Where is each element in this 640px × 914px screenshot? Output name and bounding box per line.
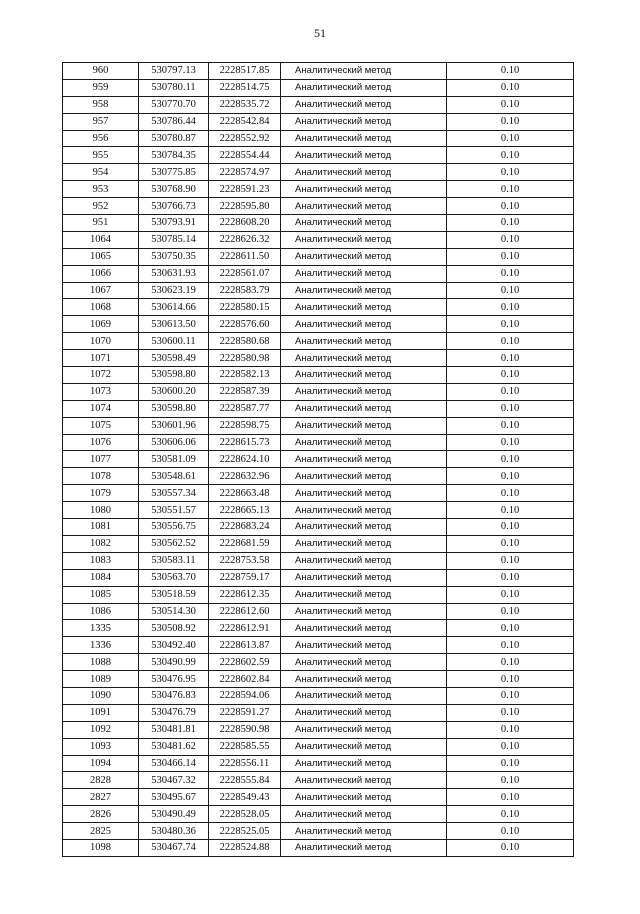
- point-number-cell: 1093: [63, 738, 139, 755]
- accuracy-cell: 0.10: [447, 181, 574, 198]
- accuracy-cell: 0.10: [447, 215, 574, 232]
- accuracy-cell: 0.10: [447, 147, 574, 164]
- method-cell: Аналитический метод: [281, 535, 447, 552]
- x-coordinate-cell: 530601.96: [139, 417, 209, 434]
- accuracy-cell: 0.10: [447, 603, 574, 620]
- y-coordinate-cell: 2228576.60: [209, 316, 281, 333]
- y-coordinate-cell: 2228595.80: [209, 198, 281, 215]
- y-coordinate-cell: 2228583.79: [209, 282, 281, 299]
- x-coordinate-cell: 530551.57: [139, 502, 209, 519]
- method-cell: Аналитический метод: [281, 620, 447, 637]
- accuracy-cell: 0.10: [447, 823, 574, 840]
- x-coordinate-cell: 530775.85: [139, 164, 209, 181]
- point-number-cell: 1072: [63, 367, 139, 384]
- accuracy-cell: 0.10: [447, 569, 574, 586]
- x-coordinate-cell: 530518.59: [139, 586, 209, 603]
- point-number-cell: 1071: [63, 350, 139, 367]
- accuracy-cell: 0.10: [447, 96, 574, 113]
- method-cell: Аналитический метод: [281, 772, 447, 789]
- method-cell: Аналитический метод: [281, 198, 447, 215]
- table-row: [63, 502, 574, 519]
- table-row: [63, 687, 574, 704]
- method-cell: Аналитический метод: [281, 350, 447, 367]
- method-cell: Аналитический метод: [281, 215, 447, 232]
- method-cell: Аналитический метод: [281, 687, 447, 704]
- y-coordinate-cell: 2228591.23: [209, 181, 281, 198]
- method-cell: Аналитический метод: [281, 789, 447, 806]
- x-coordinate-cell: 530786.44: [139, 113, 209, 130]
- y-coordinate-cell: 2228587.39: [209, 383, 281, 400]
- y-coordinate-cell: 2228681.59: [209, 535, 281, 552]
- y-coordinate-cell: 2228626.32: [209, 231, 281, 248]
- table-row: [63, 299, 574, 316]
- x-coordinate-cell: 530481.62: [139, 738, 209, 755]
- table-row: [63, 96, 574, 113]
- table-row: [63, 333, 574, 350]
- table-row: [63, 839, 574, 856]
- y-coordinate-cell: 2228759.17: [209, 569, 281, 586]
- method-cell: Аналитический метод: [281, 400, 447, 417]
- coordinates-table-body: [63, 63, 574, 857]
- method-cell: Аналитический метод: [281, 299, 447, 316]
- x-coordinate-cell: 530600.20: [139, 383, 209, 400]
- y-coordinate-cell: 2228683.24: [209, 519, 281, 536]
- point-number-cell: 1081: [63, 519, 139, 536]
- x-coordinate-cell: 530490.49: [139, 806, 209, 823]
- y-coordinate-cell: 2228580.98: [209, 350, 281, 367]
- y-coordinate-cell: 2228624.10: [209, 451, 281, 468]
- point-number-cell: 2827: [63, 789, 139, 806]
- point-number-cell: 2825: [63, 823, 139, 840]
- table-row: [63, 113, 574, 130]
- y-coordinate-cell: 2228524.88: [209, 839, 281, 856]
- y-coordinate-cell: 2228525.05: [209, 823, 281, 840]
- accuracy-cell: 0.10: [447, 79, 574, 96]
- method-cell: Аналитический метод: [281, 671, 447, 688]
- y-coordinate-cell: 2228590.98: [209, 721, 281, 738]
- method-cell: Аналитический метод: [281, 265, 447, 282]
- table-row: [63, 282, 574, 299]
- table-row: [63, 637, 574, 654]
- point-number-cell: 1066: [63, 265, 139, 282]
- point-number-cell: 1090: [63, 687, 139, 704]
- table-row: [63, 586, 574, 603]
- y-coordinate-cell: 2228552.92: [209, 130, 281, 147]
- point-number-cell: 1080: [63, 502, 139, 519]
- accuracy-cell: 0.10: [447, 806, 574, 823]
- x-coordinate-cell: 530492.40: [139, 637, 209, 654]
- x-coordinate-cell: 530768.90: [139, 181, 209, 198]
- accuracy-cell: 0.10: [447, 485, 574, 502]
- method-cell: Аналитический метод: [281, 164, 447, 181]
- table-row: [63, 704, 574, 721]
- x-coordinate-cell: 530784.35: [139, 147, 209, 164]
- table-row: [63, 63, 574, 80]
- table-row: [63, 198, 574, 215]
- x-coordinate-cell: 530581.09: [139, 451, 209, 468]
- accuracy-cell: 0.10: [447, 265, 574, 282]
- y-coordinate-cell: 2228561.07: [209, 265, 281, 282]
- accuracy-cell: 0.10: [447, 637, 574, 654]
- table-row: [63, 147, 574, 164]
- accuracy-cell: 0.10: [447, 299, 574, 316]
- table-row: [63, 620, 574, 637]
- table-row: [63, 451, 574, 468]
- accuracy-cell: 0.10: [447, 772, 574, 789]
- point-number-cell: 1075: [63, 417, 139, 434]
- point-number-cell: 1089: [63, 671, 139, 688]
- y-coordinate-cell: 2228602.84: [209, 671, 281, 688]
- table-row: [63, 400, 574, 417]
- x-coordinate-cell: 530467.32: [139, 772, 209, 789]
- method-cell: Аналитический метод: [281, 603, 447, 620]
- table-row: [63, 265, 574, 282]
- table-row: [63, 231, 574, 248]
- point-number-cell: 1098: [63, 839, 139, 856]
- y-coordinate-cell: 2228556.11: [209, 755, 281, 772]
- y-coordinate-cell: 2228613.87: [209, 637, 281, 654]
- method-cell: Аналитический метод: [281, 316, 447, 333]
- method-cell: Аналитический метод: [281, 738, 447, 755]
- point-number-cell: 1070: [63, 333, 139, 350]
- y-coordinate-cell: 2228574.97: [209, 164, 281, 181]
- accuracy-cell: 0.10: [447, 468, 574, 485]
- point-number-cell: 1336: [63, 637, 139, 654]
- y-coordinate-cell: 2228554.44: [209, 147, 281, 164]
- point-number-cell: 959: [63, 79, 139, 96]
- x-coordinate-cell: 530583.11: [139, 552, 209, 569]
- coordinates-table-container: [62, 62, 574, 857]
- method-cell: Аналитический метод: [281, 806, 447, 823]
- x-coordinate-cell: 530598.80: [139, 367, 209, 384]
- method-cell: Аналитический метод: [281, 637, 447, 654]
- method-cell: Аналитический метод: [281, 586, 447, 603]
- method-cell: Аналитический метод: [281, 654, 447, 671]
- y-coordinate-cell: 2228594.06: [209, 687, 281, 704]
- table-row: [63, 164, 574, 181]
- y-coordinate-cell: 2228598.75: [209, 417, 281, 434]
- x-coordinate-cell: 530780.87: [139, 130, 209, 147]
- method-cell: Аналитический метод: [281, 468, 447, 485]
- x-coordinate-cell: 530508.92: [139, 620, 209, 637]
- point-number-cell: 2826: [63, 806, 139, 823]
- x-coordinate-cell: 530770.70: [139, 96, 209, 113]
- point-number-cell: 957: [63, 113, 139, 130]
- accuracy-cell: 0.10: [447, 164, 574, 181]
- y-coordinate-cell: 2228535.72: [209, 96, 281, 113]
- method-cell: Аналитический метод: [281, 113, 447, 130]
- method-cell: Аналитический метод: [281, 755, 447, 772]
- table-row: [63, 603, 574, 620]
- table-row: [63, 671, 574, 688]
- table-row: [63, 468, 574, 485]
- accuracy-cell: 0.10: [447, 839, 574, 856]
- y-coordinate-cell: 2228608.20: [209, 215, 281, 232]
- table-row: [63, 552, 574, 569]
- point-number-cell: 953: [63, 181, 139, 198]
- table-row: [63, 721, 574, 738]
- accuracy-cell: 0.10: [447, 535, 574, 552]
- x-coordinate-cell: 530476.95: [139, 671, 209, 688]
- y-coordinate-cell: 2228549.43: [209, 789, 281, 806]
- point-number-cell: 1068: [63, 299, 139, 316]
- y-coordinate-cell: 2228585.55: [209, 738, 281, 755]
- accuracy-cell: 0.10: [447, 620, 574, 637]
- y-coordinate-cell: 2228528.05: [209, 806, 281, 823]
- y-coordinate-cell: 2228612.60: [209, 603, 281, 620]
- accuracy-cell: 0.10: [447, 755, 574, 772]
- method-cell: Аналитический метод: [281, 383, 447, 400]
- method-cell: Аналитический метод: [281, 248, 447, 265]
- point-number-cell: 1083: [63, 552, 139, 569]
- y-coordinate-cell: 2228580.68: [209, 333, 281, 350]
- method-cell: Аналитический метод: [281, 519, 447, 536]
- point-number-cell: 1077: [63, 451, 139, 468]
- x-coordinate-cell: 530793.91: [139, 215, 209, 232]
- point-number-cell: 958: [63, 96, 139, 113]
- accuracy-cell: 0.10: [447, 400, 574, 417]
- accuracy-cell: 0.10: [447, 113, 574, 130]
- accuracy-cell: 0.10: [447, 502, 574, 519]
- point-number-cell: 1335: [63, 620, 139, 637]
- point-number-cell: 1082: [63, 535, 139, 552]
- point-number-cell: 1078: [63, 468, 139, 485]
- point-number-cell: 1079: [63, 485, 139, 502]
- table-row: [63, 789, 574, 806]
- y-coordinate-cell: 2228632.96: [209, 468, 281, 485]
- method-cell: Аналитический метод: [281, 839, 447, 856]
- x-coordinate-cell: 530548.61: [139, 468, 209, 485]
- coordinates-table: [62, 62, 574, 857]
- table-row: [63, 79, 574, 96]
- x-coordinate-cell: 530556.75: [139, 519, 209, 536]
- table-row: [63, 367, 574, 384]
- y-coordinate-cell: 2228615.73: [209, 434, 281, 451]
- point-number-cell: 1088: [63, 654, 139, 671]
- accuracy-cell: 0.10: [447, 282, 574, 299]
- y-coordinate-cell: 2228663.48: [209, 485, 281, 502]
- point-number-cell: 1085: [63, 586, 139, 603]
- x-coordinate-cell: 530562.52: [139, 535, 209, 552]
- point-number-cell: 1065: [63, 248, 139, 265]
- x-coordinate-cell: 530785.14: [139, 231, 209, 248]
- point-number-cell: 1067: [63, 282, 139, 299]
- accuracy-cell: 0.10: [447, 586, 574, 603]
- y-coordinate-cell: 2228582.13: [209, 367, 281, 384]
- method-cell: Аналитический метод: [281, 63, 447, 80]
- method-cell: Аналитический метод: [281, 552, 447, 569]
- accuracy-cell: 0.10: [447, 383, 574, 400]
- table-row: [63, 248, 574, 265]
- table-row: [63, 569, 574, 586]
- x-coordinate-cell: 530557.34: [139, 485, 209, 502]
- x-coordinate-cell: 530598.49: [139, 350, 209, 367]
- point-number-cell: 1084: [63, 569, 139, 586]
- method-cell: Аналитический метод: [281, 569, 447, 586]
- x-coordinate-cell: 530476.83: [139, 687, 209, 704]
- x-coordinate-cell: 530600.11: [139, 333, 209, 350]
- x-coordinate-cell: 530481.81: [139, 721, 209, 738]
- table-row: [63, 755, 574, 772]
- accuracy-cell: 0.10: [447, 130, 574, 147]
- table-row: [63, 434, 574, 451]
- accuracy-cell: 0.10: [447, 231, 574, 248]
- accuracy-cell: 0.10: [447, 519, 574, 536]
- point-number-cell: 956: [63, 130, 139, 147]
- accuracy-cell: 0.10: [447, 789, 574, 806]
- method-cell: Аналитический метод: [281, 367, 447, 384]
- x-coordinate-cell: 530797.13: [139, 63, 209, 80]
- x-coordinate-cell: 530563.70: [139, 569, 209, 586]
- method-cell: Аналитический метод: [281, 130, 447, 147]
- point-number-cell: 954: [63, 164, 139, 181]
- table-row: [63, 806, 574, 823]
- x-coordinate-cell: 530614.66: [139, 299, 209, 316]
- point-number-cell: 1086: [63, 603, 139, 620]
- y-coordinate-cell: 2228611.50: [209, 248, 281, 265]
- y-coordinate-cell: 2228602.59: [209, 654, 281, 671]
- method-cell: Аналитический метод: [281, 181, 447, 198]
- method-cell: Аналитический метод: [281, 282, 447, 299]
- accuracy-cell: 0.10: [447, 316, 574, 333]
- x-coordinate-cell: 530623.19: [139, 282, 209, 299]
- x-coordinate-cell: 530780.11: [139, 79, 209, 96]
- x-coordinate-cell: 530613.50: [139, 316, 209, 333]
- table-row: [63, 823, 574, 840]
- y-coordinate-cell: 2228555.84: [209, 772, 281, 789]
- accuracy-cell: 0.10: [447, 671, 574, 688]
- table-row: [63, 772, 574, 789]
- method-cell: Аналитический метод: [281, 79, 447, 96]
- accuracy-cell: 0.10: [447, 248, 574, 265]
- table-row: [63, 181, 574, 198]
- point-number-cell: 951: [63, 215, 139, 232]
- method-cell: Аналитический метод: [281, 704, 447, 721]
- table-row: [63, 215, 574, 232]
- method-cell: Аналитический метод: [281, 485, 447, 502]
- accuracy-cell: 0.10: [447, 704, 574, 721]
- method-cell: Аналитический метод: [281, 823, 447, 840]
- x-coordinate-cell: 530606.06: [139, 434, 209, 451]
- method-cell: Аналитический метод: [281, 147, 447, 164]
- table-row: [63, 654, 574, 671]
- x-coordinate-cell: 530495.67: [139, 789, 209, 806]
- point-number-cell: 1064: [63, 231, 139, 248]
- method-cell: Аналитический метод: [281, 451, 447, 468]
- y-coordinate-cell: 2228665.13: [209, 502, 281, 519]
- y-coordinate-cell: 2228753.58: [209, 552, 281, 569]
- x-coordinate-cell: 530631.93: [139, 265, 209, 282]
- table-row: [63, 535, 574, 552]
- accuracy-cell: 0.10: [447, 417, 574, 434]
- accuracy-cell: 0.10: [447, 552, 574, 569]
- point-number-cell: 955: [63, 147, 139, 164]
- accuracy-cell: 0.10: [447, 367, 574, 384]
- method-cell: Аналитический метод: [281, 502, 447, 519]
- y-coordinate-cell: 2228517.85: [209, 63, 281, 80]
- x-coordinate-cell: 530467.74: [139, 839, 209, 856]
- table-row: [63, 519, 574, 536]
- table-row: [63, 316, 574, 333]
- point-number-cell: 1073: [63, 383, 139, 400]
- x-coordinate-cell: 530598.80: [139, 400, 209, 417]
- method-cell: Аналитический метод: [281, 721, 447, 738]
- x-coordinate-cell: 530480.36: [139, 823, 209, 840]
- table-row: [63, 383, 574, 400]
- accuracy-cell: 0.10: [447, 63, 574, 80]
- y-coordinate-cell: 2228612.35: [209, 586, 281, 603]
- accuracy-cell: 0.10: [447, 687, 574, 704]
- x-coordinate-cell: 530750.35: [139, 248, 209, 265]
- y-coordinate-cell: 2228587.77: [209, 400, 281, 417]
- page-number: 51: [314, 26, 326, 40]
- point-number-cell: 1091: [63, 704, 139, 721]
- x-coordinate-cell: 530514.30: [139, 603, 209, 620]
- accuracy-cell: 0.10: [447, 738, 574, 755]
- accuracy-cell: 0.10: [447, 434, 574, 451]
- y-coordinate-cell: 2228612.91: [209, 620, 281, 637]
- accuracy-cell: 0.10: [447, 721, 574, 738]
- point-number-cell: 1092: [63, 721, 139, 738]
- point-number-cell: 1094: [63, 755, 139, 772]
- x-coordinate-cell: 530490.99: [139, 654, 209, 671]
- x-coordinate-cell: 530766.73: [139, 198, 209, 215]
- table-row: [63, 485, 574, 502]
- x-coordinate-cell: 530476.79: [139, 704, 209, 721]
- point-number-cell: 960: [63, 63, 139, 80]
- method-cell: Аналитический метод: [281, 96, 447, 113]
- method-cell: Аналитический метод: [281, 231, 447, 248]
- point-number-cell: 952: [63, 198, 139, 215]
- accuracy-cell: 0.10: [447, 654, 574, 671]
- accuracy-cell: 0.10: [447, 451, 574, 468]
- method-cell: Аналитический метод: [281, 333, 447, 350]
- accuracy-cell: 0.10: [447, 333, 574, 350]
- accuracy-cell: 0.10: [447, 350, 574, 367]
- accuracy-cell: 0.10: [447, 198, 574, 215]
- table-row: [63, 738, 574, 755]
- table-row: [63, 130, 574, 147]
- point-number-cell: 1076: [63, 434, 139, 451]
- point-number-cell: 2828: [63, 772, 139, 789]
- point-number-cell: 1074: [63, 400, 139, 417]
- point-number-cell: 1069: [63, 316, 139, 333]
- y-coordinate-cell: 2228591.27: [209, 704, 281, 721]
- table-row: [63, 417, 574, 434]
- method-cell: Аналитический метод: [281, 417, 447, 434]
- method-cell: Аналитический метод: [281, 434, 447, 451]
- y-coordinate-cell: 2228514.75: [209, 79, 281, 96]
- table-row: [63, 350, 574, 367]
- x-coordinate-cell: 530466.14: [139, 755, 209, 772]
- y-coordinate-cell: 2228580.15: [209, 299, 281, 316]
- y-coordinate-cell: 2228542.84: [209, 113, 281, 130]
